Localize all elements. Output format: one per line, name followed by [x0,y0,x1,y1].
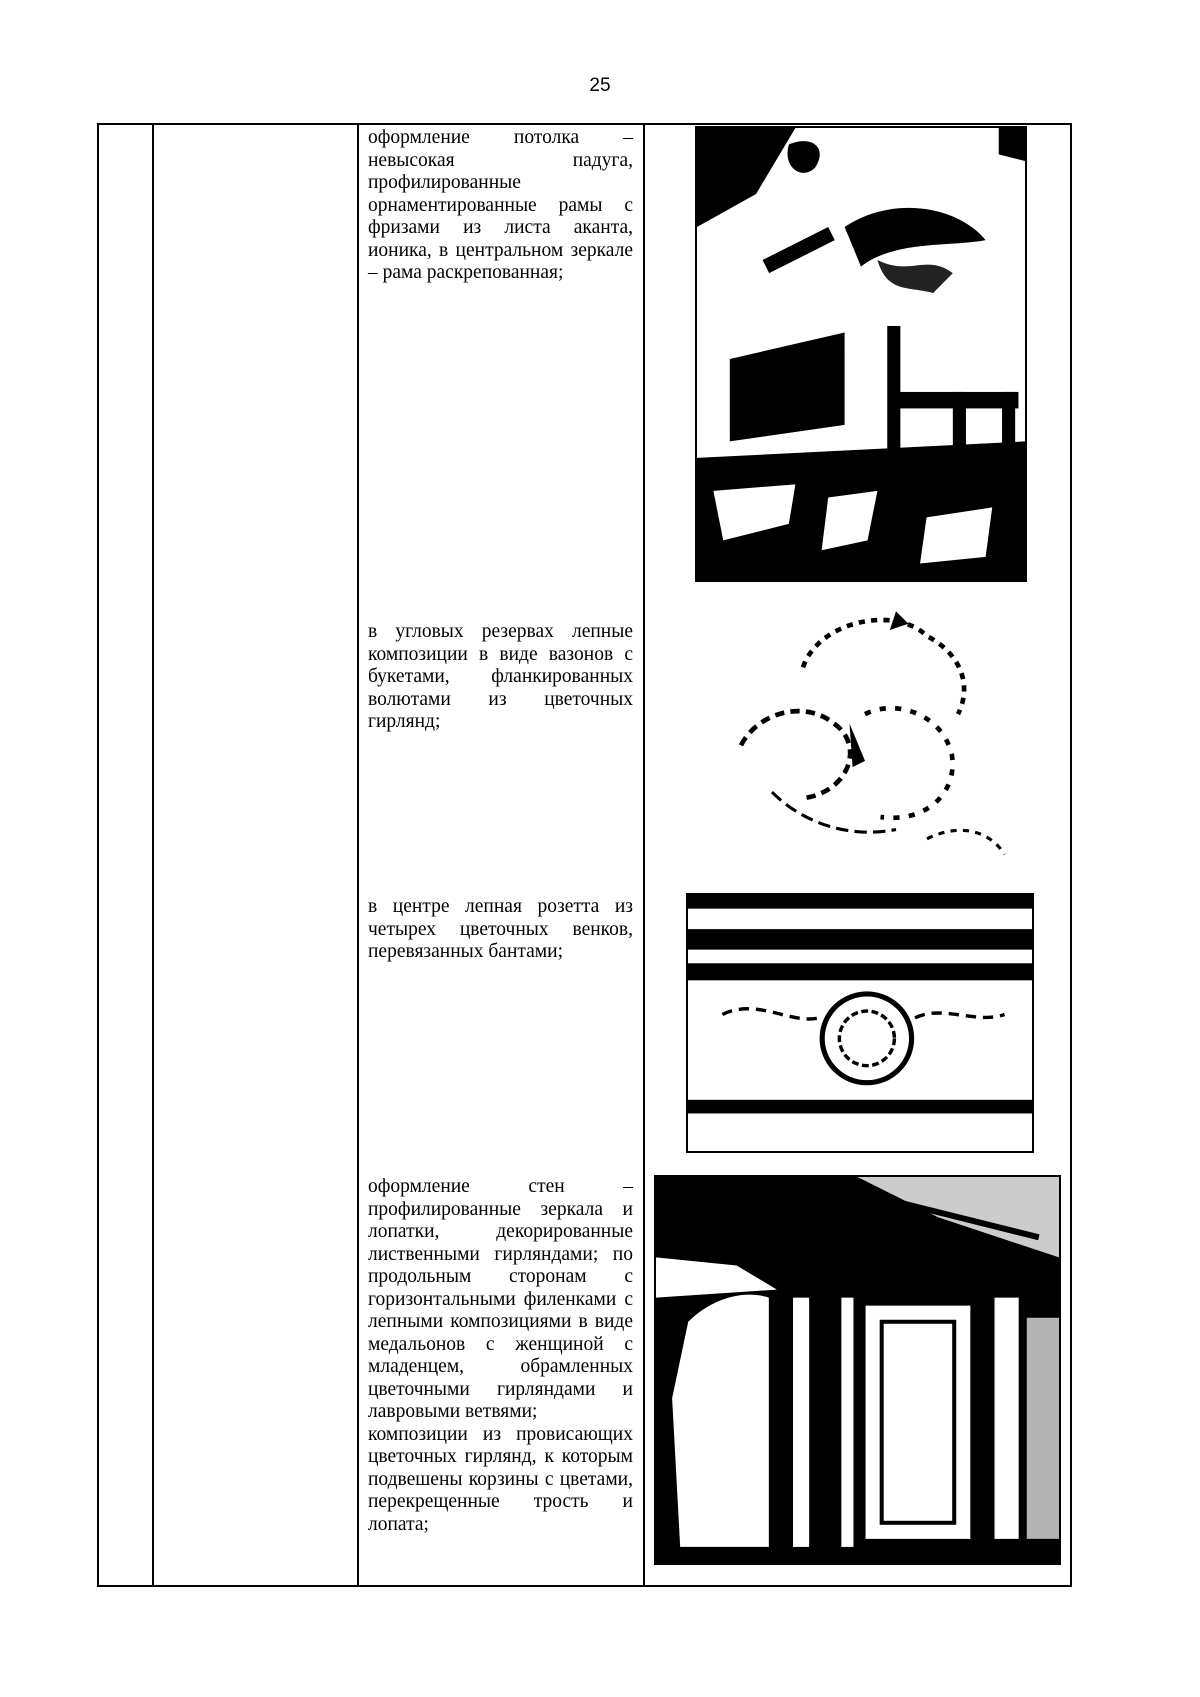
column-divider [357,125,359,1585]
row-description: в центре лепная розетта из четырех цветочных венков, перевязанных бантами; [368,896,633,962]
row-description: оформление потолка – невысокая падуга, профилированные орнаментированные рамы с фризами из листа аканта, ионика, в центральном зеркале – рама раскрепованная; [368,127,633,283]
page-number: 25 [589,75,611,96]
wall-decor-photo [654,1175,1061,1565]
description-text: оформление стен – профилированные зеркала и лопатки, декорированные лиственными гирляндами; по продольным сторонам с горизонтальными филенками с лепными композициями в виде медальонов с женщиной с младенцем, обрамленных цветочными гирляндами и лавровыми ветвями; [368,1176,633,1422]
column-divider [643,125,645,1585]
description-text-extra: композиции из провисающих цветочных гирлянд, к которым подвешены корзины с цветами, перекрещенные трость и лопата; [368,1423,633,1535]
ceiling-photo [695,126,1027,582]
row-description [368,1176,633,1536]
rosette-photo [686,893,1034,1153]
column-divider [152,125,154,1585]
row-description: в угловых резервах лепные композиции в виде вазонов с букетами, фланкированных волютами из цветочных гирлянд; [368,621,633,732]
corner-stucco-photo [710,605,1020,870]
